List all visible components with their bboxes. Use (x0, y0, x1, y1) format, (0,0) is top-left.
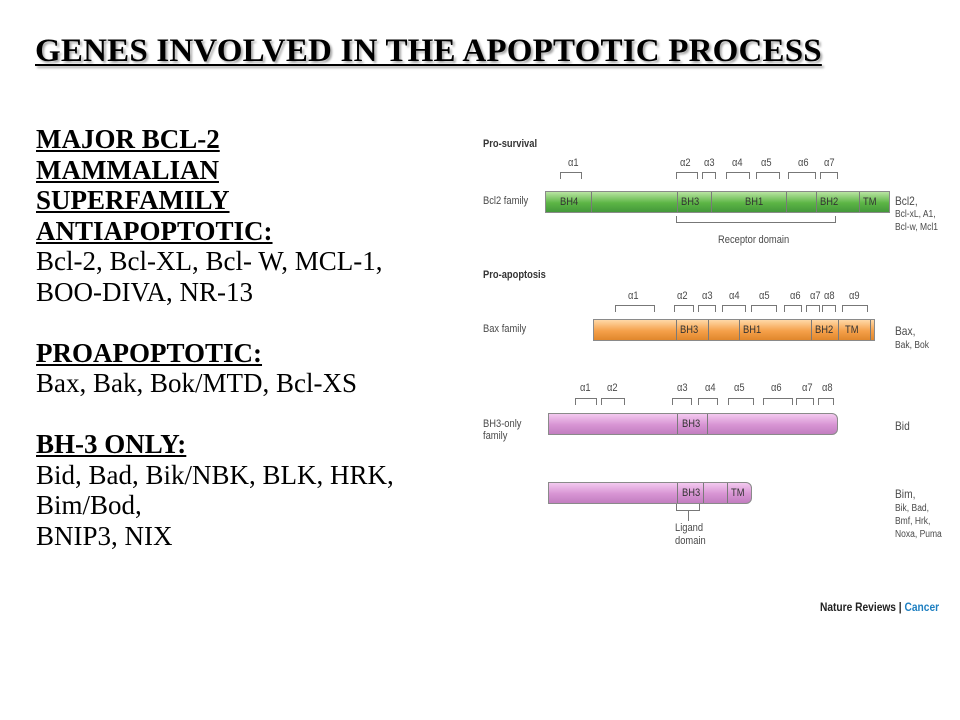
bim-members: Bim, (895, 487, 916, 501)
credit-separator: | (895, 600, 905, 614)
pro-survival-label: Pro-survival (483, 138, 538, 150)
helix-label: α7 (810, 290, 821, 302)
helix-label: α9 (849, 290, 860, 302)
domain-tm: TM (845, 324, 859, 336)
bh3only-family-label: BH3-only (483, 418, 522, 430)
bid-protein-bar (548, 413, 838, 435)
slide-title: GENES INVOLVED IN THE APOPTOTIC PROCESS (35, 33, 822, 69)
domain-bh2: BH2 (820, 196, 839, 208)
bax-members: Bak, Bok (895, 340, 930, 351)
bax-members: Bax, (895, 324, 916, 338)
domain-tm: TM (863, 196, 877, 208)
antiapoptotic-list-line: Bcl-2, Bcl-XL, Bcl- W, MCL-1, (36, 246, 383, 276)
ligand-domain-label: domain (675, 535, 706, 547)
bh3-list-line: Bid, Bad, Bik/NBK, BLK, HRK, (36, 459, 394, 490)
helix-label: α3 (704, 157, 715, 169)
helix-label: α2 (607, 382, 618, 394)
helix-label: α1 (580, 382, 591, 394)
heading-superfamily: SUPERFAMILY (36, 185, 230, 215)
domain-bh3: BH3 (682, 418, 701, 430)
helix-label: α8 (822, 382, 833, 394)
antiapoptotic-list-line: BOO-DIVA, NR-13 (36, 276, 254, 307)
helix-label: α2 (680, 157, 691, 169)
bcl2-family-label: Bcl2 family (483, 195, 529, 207)
heading-proapoptotic: PROAPOPTOTIC: (36, 337, 263, 368)
heading-bh3-only: BH-3 ONLY: (36, 429, 187, 459)
credit-journal: Nature Reviews (820, 600, 896, 614)
domain-bh3: BH3 (682, 487, 701, 499)
helix-label: α7 (824, 157, 835, 169)
ligand-domain-label: Ligand (675, 522, 704, 534)
bh3-list-line: Bim/Bod, (36, 490, 142, 520)
bcl2-members: Bcl-w, Mcl1 (895, 222, 938, 233)
heading-antiapoptotic: ANTIAPOPTOTIC: (36, 215, 273, 246)
helix-label: α3 (702, 290, 713, 302)
bcl2-members: Bcl2, (895, 194, 918, 208)
bid-member: Bid (895, 419, 910, 433)
bax-family-label: Bax family (483, 323, 527, 335)
helix-label: α1 (568, 157, 579, 169)
helix-label: α4 (729, 290, 740, 302)
proapoptotic-list-line: Bax, Bak, Bok/MTD, Bcl-XS (36, 368, 357, 398)
bax-protein-bar (593, 319, 875, 341)
helix-label: α6 (771, 382, 782, 394)
bcl2-protein-bar (545, 191, 890, 213)
helix-label: α5 (761, 157, 772, 169)
domain-bh3: BH3 (680, 324, 699, 336)
heading-mammalian: MAMMALIAN (36, 154, 219, 185)
helix-label: α2 (677, 290, 688, 302)
domain-bh4: BH4 (560, 196, 579, 208)
bcl2-members: Bcl-xL, A1, (895, 209, 936, 220)
bim-members: Bik, Bad, (895, 503, 930, 514)
credit-section: Cancer (904, 600, 940, 614)
receptor-domain-label: Receptor domain (718, 234, 790, 246)
helix-label: α4 (732, 157, 743, 169)
heading-major-bcl2: MAJOR BCL-2 (36, 124, 220, 154)
helix-label: α3 (677, 382, 688, 394)
helix-label: α8 (824, 290, 835, 302)
bcl2-family-diagram (470, 130, 960, 630)
domain-bh1: BH1 (745, 196, 764, 208)
bim-members: Bmf, Hrk, (895, 516, 931, 527)
helix-label: α5 (759, 290, 770, 302)
helix-label: α4 (705, 382, 716, 394)
domain-bh2: BH2 (815, 324, 834, 336)
bim-members: Noxa, Puma (895, 529, 942, 540)
bh3-list-line: BNIP3, NIX (36, 520, 173, 551)
bh3only-family-label: family (483, 430, 508, 442)
domain-tm: TM (731, 487, 745, 499)
bim-protein-bar (548, 482, 752, 504)
gene-list-panel (36, 124, 466, 551)
pro-apoptosis-label: Pro-apoptosis (483, 269, 546, 281)
source-credit (820, 600, 939, 614)
helix-label: α6 (790, 290, 801, 302)
helix-label: α5 (734, 382, 745, 394)
domain-bh3: BH3 (681, 196, 700, 208)
helix-label: α1 (628, 290, 639, 302)
helix-label: α7 (802, 382, 813, 394)
domain-bh1: BH1 (743, 324, 762, 336)
helix-label: α6 (798, 157, 809, 169)
